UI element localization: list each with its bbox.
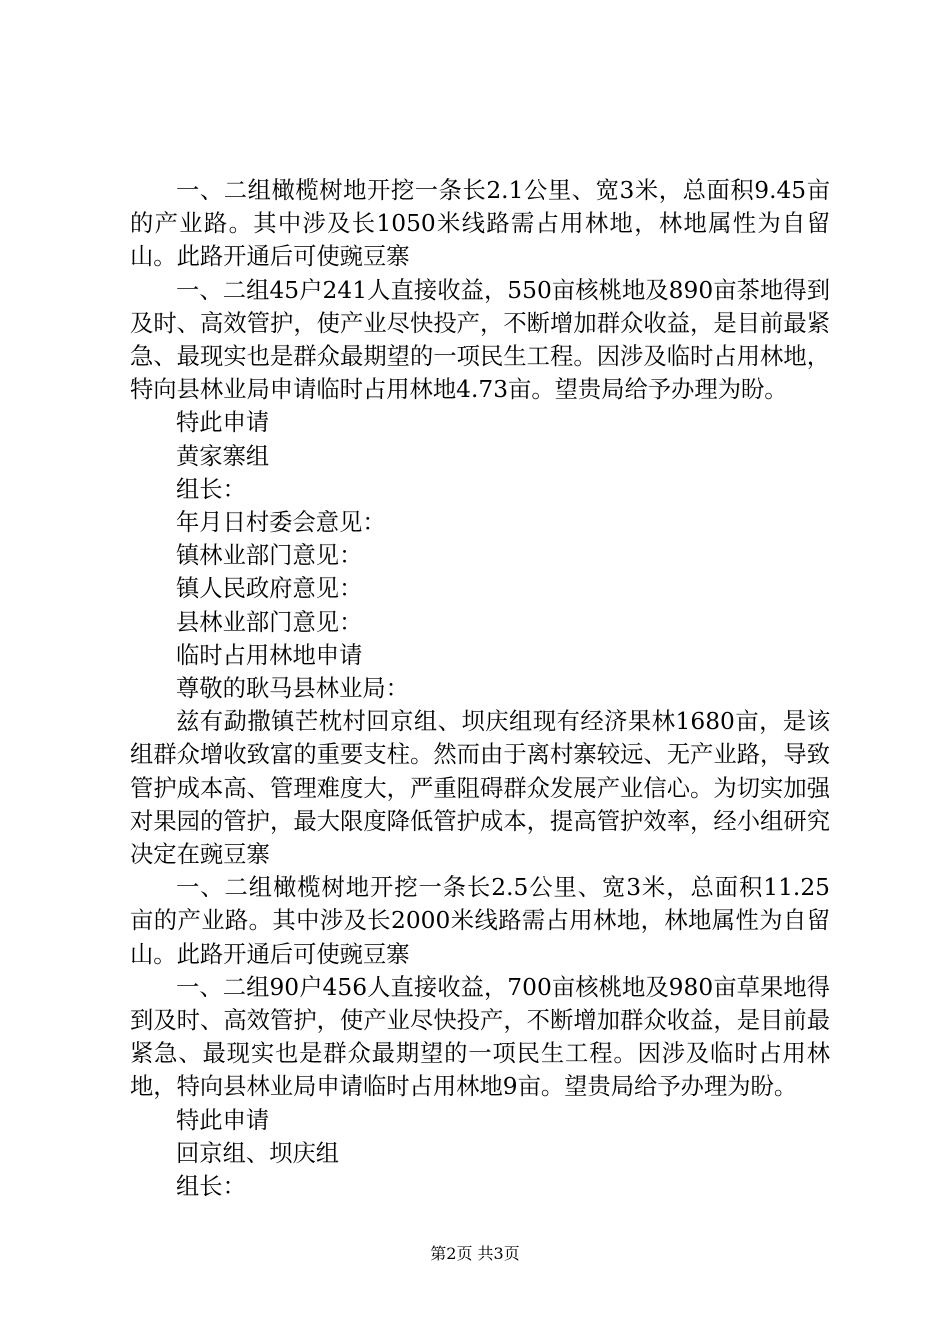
paragraph-background: 兹有勐撒镇芒枕村回京组、坝庆组现有经济果林1680亩，是该组群众增收致富的重要支柱。然而由于离村寨较远、无产业路，导致管护成本高、管理难度大，严重阻碍群众发展产业信心。为切实加强对果园的管护，最大限度降低管护成本，提高管护效率，经小组研究决定在豌豆寨 xyxy=(130,708,830,869)
applicant-group-1: 黄家寨组 xyxy=(176,442,270,470)
town-forestry-opinion: 镇林业部门意见： xyxy=(176,542,363,570)
village-committee-opinion: 年月日村委会意见： xyxy=(176,509,386,537)
salutation: 尊敬的耿马县林业局： xyxy=(176,675,409,703)
county-forestry-opinion: 县林业部门意见： xyxy=(176,608,363,636)
paragraph-road-plan-2: 一、二组橄榄树地开挖一条长2.5公里、宽3米，总面积11.25亩的产业路。其中涉及长2000米线路需占用林地，林地属性为自留山。此路开通后可使豌豆寨 xyxy=(130,874,830,968)
closing-request-2: 特此申请 xyxy=(176,1106,270,1134)
paragraph-road-plan-1: 一、二组橄榄树地开挖一条长2.1公里、宽3米，总面积9.45亩的产业路。其中涉及长1050米线路需占用林地，林地属性为自留山。此路开通后可使豌豆寨 xyxy=(130,177,830,271)
group-leader-1: 组长： xyxy=(176,475,246,503)
paragraph-benefit-1: 一、二组45户241人直接收益，550亩核桃地及890亩茶地得到及时、高效管护，使产业尽快投产，不断增加群众收益，是目前最紧急、最现实也是群众最期望的一项民生工程。因涉及临时占用林地，特向县林业局申请临时占用林地4.73亩。望贵局给予办理为盼。 xyxy=(130,276,830,404)
closing-request-1: 特此申请 xyxy=(176,409,270,437)
town-government-opinion: 镇人民政府意见： xyxy=(176,575,363,603)
document-body xyxy=(130,174,830,1203)
group-leader-2: 组长： xyxy=(176,1173,246,1201)
page-number-footer: 第2页 共3页 xyxy=(430,1244,520,1263)
paragraph-benefit-2: 一、二组90户456人直接收益，700亩核桃地及980亩草果地得到及时、高效管护，使产业尽快投产，不断增加群众收益，是目前最紧急、最现实也是群众最期望的一项民生工程。因涉及临时占用林地，特向县林业局申请临时占用林地9亩。望贵局给予办理为盼。 xyxy=(130,973,830,1101)
application-title: 临时占用林地申请 xyxy=(176,641,363,669)
applicant-group-2: 回京组、坝庆组 xyxy=(176,1139,340,1167)
